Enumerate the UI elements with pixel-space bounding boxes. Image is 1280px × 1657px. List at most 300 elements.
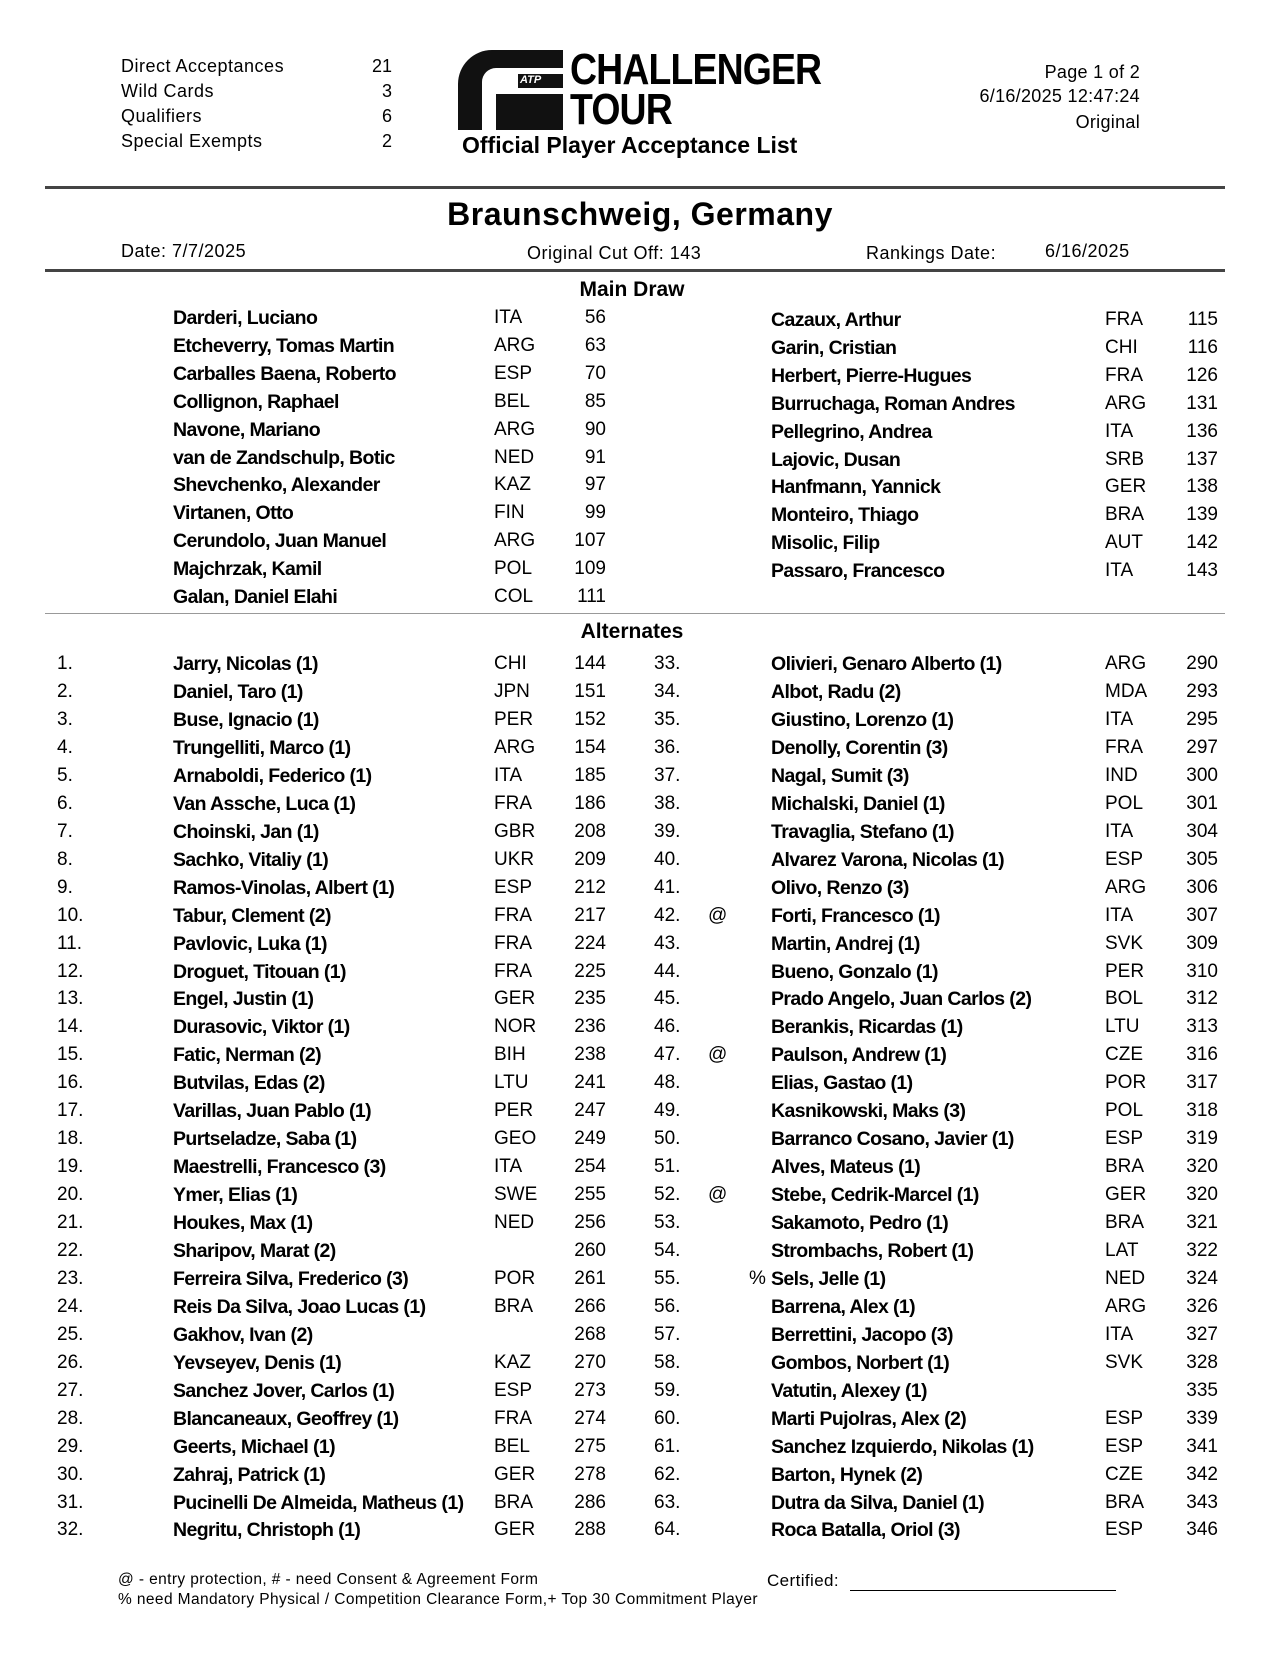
alternate-number: 26. [57,1351,84,1373]
player-rank: 290 [1186,653,1218,674]
entry-flag: % [749,1267,766,1289]
logo-challenger: CHALLENGER [570,45,822,94]
player-name: Fatic, Nerman (2) [173,1044,322,1067]
summary-label: Wild Cards [121,81,215,101]
player-name: Passaro, Francesco [771,560,945,583]
player-rank: 138 [1186,476,1218,498]
player-rank: 316 [1186,1044,1218,1066]
player-nation: GER [494,1463,536,1485]
alternate-number: 8. [57,848,73,870]
player-rank: 254 [574,1156,606,1178]
player-rank: 305 [1186,848,1218,870]
player-rank: 63 [584,334,606,356]
player-rank: 310 [1186,960,1218,982]
player-name: Ferreira Silva, Frederico (3) [173,1267,409,1290]
player-name: Tabur, Clement (2) [173,904,331,927]
player-nation: ITA [494,1156,523,1178]
player-name: Van Assche, Luca (1) [173,792,356,815]
player-name: Denolly, Corentin (3) [771,736,948,759]
player-rank: 97 [584,474,606,496]
player-nation: LTU [1105,1016,1140,1038]
player-nation: FIN [494,502,525,524]
player-name: Sanchez Jover, Carlos (1) [173,1379,395,1402]
player-name: Nagal, Sumit (3) [771,764,909,787]
player-name: Majchrzak, Kamil [173,558,322,581]
alternate-number: 12. [57,960,84,982]
alternate-number: 51. [654,1156,681,1178]
player-name: Cerundolo, Juan Manuel [173,530,387,553]
alternate-number: 9. [57,876,73,898]
alternate-number: 2. [57,681,73,702]
player-nation: ARG [1105,1295,1147,1317]
player-name: Houkes, Max (1) [173,1212,313,1234]
summary-label: Special Exempts [121,131,263,151]
player-nation: ITA [1105,820,1134,842]
player-nation: FRA [494,904,532,926]
alternate-number: 52. [654,1184,681,1205]
player-rank: 154 [574,736,606,758]
player-nation: BRA [1105,1212,1145,1233]
alternate-number: 34. [654,681,681,702]
alternate-number: 15. [57,1044,84,1066]
player-rank: 321 [1186,1212,1218,1233]
player-name: Cazaux, Arthur [771,309,901,331]
player-name: Reis Da Silva, Joao Lucas (1) [173,1295,426,1318]
alternate-number: 46. [654,1016,681,1038]
certified-label: Certified: [767,1571,840,1590]
player-name: Collignon, Raphael [173,390,339,413]
player-nation: ITA [1105,420,1134,442]
player-nation: JPN [494,681,530,702]
player-name: Pellegrino, Andrea [771,420,932,443]
player-name: Carballes Baena, Roberto [173,362,396,385]
player-nation: GEO [494,1128,537,1150]
player-rank: 313 [1186,1016,1218,1038]
player-nation: BRA [494,1491,534,1513]
player-rank: 151 [574,681,606,702]
player-rank: 212 [574,876,606,898]
player-nation: FRA [494,1407,532,1429]
player-rank: 346 [1186,1519,1218,1541]
player-nation: ESP [1105,848,1144,870]
player-name: van de Zandschulp, Botic [173,446,395,469]
player-rank: 300 [1186,764,1218,786]
player-name: Kasnikowski, Maks (3) [771,1100,966,1123]
player-nation: ARG [1105,653,1147,674]
player-rank: 318 [1186,1100,1218,1122]
player-name: Prado Angelo, Juan Carlos (2) [771,988,1032,1011]
player-rank: 186 [574,792,606,814]
player-name: Sharipov, Marat (2) [173,1239,336,1262]
player-name: Herbert, Pierre-Hugues [771,364,972,387]
challenger-tour-logo [458,45,822,134]
player-nation: FRA [1105,309,1143,330]
section-divider [45,613,1225,614]
alternate-number: 54. [654,1239,681,1261]
player-nation: GER [494,988,536,1010]
alternate-number: 21. [57,1212,84,1233]
player-nation: KAZ [494,1351,531,1373]
alternate-number: 1. [57,653,73,674]
player-nation: BEL [494,1435,530,1457]
player-nation: ESP [494,1379,533,1401]
player-nation: BOL [1105,988,1144,1010]
player-name: Purtseladze, Saba (1) [173,1128,357,1151]
player-name: Martin, Andrej (1) [771,932,920,955]
player-nation: PER [494,708,534,730]
player-nation: CZE [1105,1044,1143,1066]
player-nation: ARG [494,530,536,552]
player-rank: 142 [1186,532,1218,554]
player-name: Durasovic, Viktor (1) [173,1016,350,1039]
alternate-number: 4. [57,736,73,758]
player-name: Geerts, Michael (1) [173,1435,335,1458]
player-rank: 208 [574,820,606,842]
player-rank: 109 [574,558,606,580]
tournament-name: Braunschweig, Germany [447,196,833,232]
player-rank: 328 [1186,1351,1218,1373]
player-nation: LTU [494,1072,529,1094]
alternate-number: 7. [57,820,73,842]
alternate-number: 6. [57,792,73,814]
player-rank: 319 [1186,1128,1218,1150]
player-name: Jarry, Nicolas (1) [173,653,318,675]
player-name: Galan, Daniel Elahi [173,586,338,608]
player-name: Sanchez Izquierdo, Nikolas (1) [771,1435,1034,1458]
player-rank: 297 [1186,736,1218,758]
alternate-number: 37. [654,764,681,786]
alternate-number: 64. [654,1519,681,1541]
player-name: Yevseyev, Denis (1) [173,1351,342,1374]
player-nation: GBR [494,820,536,842]
player-name: Buse, Ignacio (1) [173,708,319,731]
player-rank: 139 [1186,504,1218,526]
player-name: Engel, Justin (1) [173,988,314,1011]
player-nation: BRA [494,1295,534,1317]
rankings-date-label: Rankings Date: [866,243,997,263]
alternate-number: 38. [654,792,681,814]
player-nation: ARG [494,418,536,440]
player-rank: 70 [584,362,606,384]
player-name: Olivieri, Genaro Alberto (1) [771,653,1002,675]
player-rank: 327 [1186,1323,1218,1345]
player-rank: 288 [574,1519,606,1541]
alternate-number: 13. [57,988,84,1010]
player-rank: 238 [574,1044,606,1066]
alternate-number: 61. [654,1435,681,1457]
player-nation: ITA [1105,1323,1134,1345]
player-nation: GER [1105,1184,1147,1205]
player-rank: 126 [1186,364,1218,386]
player-name: Gombos, Norbert (1) [771,1351,950,1374]
player-nation: MDA [1105,681,1148,702]
player-nation: UKR [494,848,535,870]
player-nation: BRA [1105,504,1145,526]
alternate-number: 22. [57,1239,84,1261]
player-name: Daniel, Taro (1) [173,681,303,703]
alternate-number: 58. [654,1351,681,1373]
player-rank: 107 [574,530,606,552]
player-nation: ESP [1105,1519,1144,1541]
player-rank: 266 [574,1295,606,1317]
player-nation: FRA [1105,364,1143,386]
main-draw-heading: Main Draw [579,278,685,301]
player-name: Paulson, Andrew (1) [771,1044,947,1067]
player-rank: 152 [574,708,606,730]
alternate-number: 43. [654,932,681,954]
document-title: Official Player Acceptance List [462,132,798,158]
player-nation: FRA [494,792,532,814]
player-nation: KAZ [494,474,531,496]
player-rank: 295 [1186,708,1218,730]
player-rank: 307 [1186,904,1218,926]
alternate-number: 56. [654,1295,681,1317]
alternate-number: 31. [57,1491,84,1513]
player-name: Michalski, Daniel (1) [771,792,945,815]
player-rank: 324 [1186,1267,1218,1289]
player-rank: 256 [574,1212,606,1233]
player-name: Roca Batalla, Oriol (3) [771,1519,960,1542]
player-name: Pucinelli De Almeida, Matheus (1) [173,1491,464,1514]
rankings-date: 6/16/2025 [1045,241,1130,261]
player-nation: POL [1105,1100,1144,1122]
player-rank: 326 [1186,1295,1218,1317]
alternate-number: 59. [654,1379,681,1401]
player-name: Varillas, Juan Pablo (1) [173,1100,372,1123]
player-nation: ESP [1105,1435,1144,1457]
player-nation: SVK [1105,932,1144,954]
alternate-number: 57. [654,1323,681,1345]
player-name: Alvarez Varona, Nicolas (1) [771,848,1005,871]
alternate-number: 18. [57,1128,84,1150]
alternate-number: 41. [654,876,681,898]
player-name: Forti, Francesco (1) [771,904,940,927]
player-rank: 209 [574,848,606,870]
player-nation: ITA [1105,904,1134,926]
player-rank: 224 [574,932,606,954]
player-rank: 90 [584,418,606,440]
player-nation: PER [1105,960,1145,982]
player-nation: SWE [494,1184,538,1205]
player-rank: 137 [1186,448,1218,470]
alternate-number: 62. [654,1463,681,1485]
player-name: Vatutin, Alexey (1) [771,1379,927,1402]
player-rank: 312 [1186,988,1218,1010]
alternate-number: 30. [57,1463,84,1485]
alternate-number: 32. [57,1519,84,1541]
player-rank: 56 [584,307,606,328]
player-name: Alves, Mateus (1) [771,1156,921,1179]
player-nation: ITA [494,307,523,328]
atp-text: ATP [520,74,542,86]
player-nation: POL [1105,792,1144,814]
player-name: Strombachs, Robert (1) [771,1239,974,1262]
player-rank: 91 [584,446,606,468]
player-rank: 309 [1186,932,1218,954]
player-rank: 335 [1186,1379,1218,1401]
atp-logo-icon [458,50,568,132]
player-rank: 293 [1186,681,1218,702]
player-nation: GER [494,1519,536,1541]
player-nation: FRA [494,960,532,982]
player-nation: BEL [494,390,530,412]
player-name: Etcheverry, Tomas Martin [173,334,395,357]
summary-value: 6 [381,106,392,126]
player-rank: 225 [574,960,606,982]
player-nation: BRA [1105,1491,1145,1513]
player-nation: COL [494,586,534,607]
cutoff: Original Cut Off: 143 [527,243,702,263]
signature-line [850,1590,1116,1591]
player-name: Shevchenko, Alexander [173,474,380,497]
footer-legend-1: @ - entry protection, # - need Consent & Agreement Form [118,1571,539,1588]
player-rank: 131 [1186,392,1218,414]
print-timestamp: 6/16/2025 12:47:24 [979,86,1140,106]
player-nation: ARG [494,736,536,758]
player-nation: GER [1105,476,1147,498]
player-name: Negritu, Christoph (1) [173,1519,361,1542]
player-rank: 260 [574,1239,606,1261]
player-rank: 278 [574,1463,606,1485]
player-name: Barton, Hynek (2) [771,1463,923,1486]
player-rank: 342 [1186,1463,1218,1485]
player-name: Ramos-Vinolas, Albert (1) [173,876,395,899]
alternate-number: 25. [57,1323,84,1345]
player-name: Berrettini, Jacopo (3) [771,1323,953,1346]
alternates-heading: Alternates [580,620,684,643]
alternate-number: 10. [57,904,84,926]
summary-value: 3 [381,81,392,101]
player-nation: ESP [1105,1407,1144,1429]
player-nation: ITA [1105,708,1134,730]
player-nation: POR [1105,1072,1147,1094]
player-name: Burruchaga, Roman Andres [771,392,1015,415]
player-rank: 136 [1186,420,1218,442]
player-rank: 270 [574,1351,606,1373]
player-name: Navone, Mariano [173,418,321,441]
player-rank: 144 [574,653,606,674]
player-name: Barrena, Alex (1) [771,1295,916,1318]
player-nation: IND [1105,764,1138,786]
alternate-number: 53. [654,1212,681,1233]
player-nation: FRA [494,932,532,954]
alternate-number: 24. [57,1295,84,1317]
player-rank: 217 [574,904,606,926]
player-rank: 343 [1186,1491,1218,1513]
player-rank: 235 [574,988,606,1010]
footer-legend-2: % need Mandatory Physical / Competition Clearance Form,+ Top 30 Commitment Player [118,1591,758,1608]
player-name: Trungelliti, Marco (1) [173,736,351,759]
player-name: Sakamoto, Pedro (1) [771,1212,949,1234]
player-rank: 286 [574,1491,606,1513]
player-name: Virtanen, Otto [173,502,294,525]
alternate-number: 44. [654,960,681,982]
page-number: Page 1 of 2 [1044,62,1140,82]
meta-divider [45,269,1225,272]
player-rank: 99 [584,502,606,524]
player-nation: CZE [1105,1463,1143,1485]
player-name: Elias, Gastao (1) [771,1072,913,1095]
player-rank: 255 [574,1184,606,1205]
document-version: Original [1075,112,1140,132]
alternate-number: 39. [654,820,681,842]
alternate-number: 16. [57,1072,84,1094]
alternate-number: 14. [57,1016,84,1038]
player-rank: 320 [1186,1156,1218,1178]
player-name: Droguet, Titouan (1) [173,960,346,983]
entry-flag: @ [708,1184,728,1205]
player-rank: 268 [574,1323,606,1345]
alternate-number: 36. [654,736,681,758]
alternate-number: 40. [654,848,681,870]
player-nation: POR [494,1267,536,1289]
player-rank: 339 [1186,1407,1218,1429]
player-rank: 273 [574,1379,606,1401]
player-rank: 241 [574,1072,606,1094]
alternate-number: 3. [57,708,73,730]
player-nation: ARG [494,334,536,356]
player-name: Hanfmann, Yannick [771,476,941,499]
alternate-number: 29. [57,1435,84,1457]
player-nation: LAT [1105,1239,1139,1261]
player-nation: ITA [1105,560,1134,582]
player-rank: 322 [1186,1239,1218,1261]
player-name: Pavlovic, Luka (1) [173,932,327,955]
player-nation: BIH [494,1044,526,1066]
player-rank: 301 [1186,792,1218,814]
player-name: Giustino, Lorenzo (1) [771,708,954,731]
player-nation: NED [494,446,535,468]
player-name: Zahraj, Patrick (1) [173,1463,326,1486]
alternate-number: 45. [654,988,681,1010]
header-divider [45,186,1225,189]
player-nation: ESP [494,362,533,384]
player-nation: NOR [494,1016,537,1038]
player-nation: ESP [1105,1128,1144,1150]
player-rank: 143 [1186,560,1218,582]
alternate-number: 17. [57,1100,84,1122]
player-name: Monteiro, Thiago [771,504,919,527]
player-nation: ITA [494,764,523,786]
player-rank: 236 [574,1016,606,1038]
player-name: Lajovic, Dusan [771,448,901,471]
summary-label: Qualifiers [121,106,203,126]
player-name: Stebe, Cedrik-Marcel (1) [771,1184,979,1206]
entry-flag: @ [708,904,728,926]
alternate-number: 50. [654,1128,681,1150]
player-name: Ymer, Elias (1) [173,1184,298,1206]
player-nation: NED [1105,1267,1146,1289]
alternate-number: 11. [57,932,83,954]
player-name: Gakhov, Ivan (2) [173,1323,313,1346]
player-nation: AUT [1105,532,1143,554]
alternate-number: 60. [654,1407,681,1429]
entry-flag: @ [708,1044,728,1066]
player-rank: 304 [1186,820,1218,842]
player-name: Albot, Radu (2) [771,681,901,703]
player-name: Misolic, Filip [771,532,880,555]
player-rank: 306 [1186,876,1218,898]
player-name: Maestrelli, Francesco (3) [173,1156,386,1179]
player-rank: 317 [1186,1072,1218,1094]
player-nation: PER [494,1100,534,1122]
logo-tour: TOUR [570,85,672,134]
player-rank: 261 [574,1267,606,1289]
alternate-number: 27. [57,1379,84,1401]
player-rank: 249 [574,1128,606,1150]
player-name: Dutra da Silva, Daniel (1) [771,1491,985,1514]
player-rank: 111 [577,586,606,607]
